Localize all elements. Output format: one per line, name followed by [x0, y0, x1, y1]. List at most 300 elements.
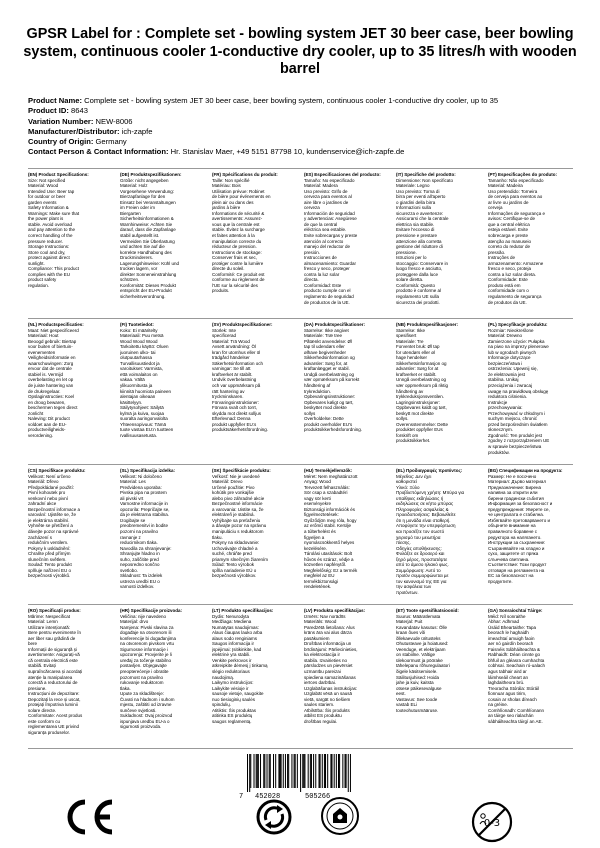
spec-line: sicherheitsverordnung. [120, 294, 166, 300]
spec-line: vær oppmerksom på riktig [396, 383, 449, 389]
spec-line: elektrinė yra stabili. [212, 652, 251, 658]
spec-line: Informazioni sulla [396, 205, 432, 211]
spec-line: Materijal: drvo [120, 619, 149, 625]
spec-line: presión. [304, 249, 321, 255]
spec-line: Förvaringsinstruktioner: [212, 399, 260, 405]
spec-block [396, 172, 476, 305]
spec-line: Säilytysohjeet: Säilytä [120, 405, 164, 411]
barcode-bar [339, 754, 340, 788]
spec-line: Material: Madeira [488, 183, 523, 189]
spec-line: voor buiten of biertuin- [28, 344, 73, 350]
spec-line: beschermen tegen direct [28, 405, 78, 411]
spec-line: ka elektrostacija ir [304, 652, 341, 658]
barcode-bar [313, 754, 314, 788]
info-value: Complete set - bowling system JET 30 beer case, beer bowling system, continuous cooler 1-conductive dry cooler, up to 35 [82, 96, 499, 105]
spec-line: Zgodność: Ten produkt jest [488, 432, 542, 438]
spec-line: отговаря на регламента на [488, 567, 545, 573]
spec-line: Opslaginstructies: Koel [28, 394, 75, 400]
spec-line: voldoet aan de EU- [28, 421, 67, 427]
spec-line: o giardini della birra [396, 199, 436, 205]
barcode-bar [345, 754, 346, 788]
spec-line: Materiaali: Puu metsä [120, 333, 164, 339]
spec-line: przeciążenia i zwracaj [488, 383, 533, 389]
spec-block [304, 608, 384, 724]
spec-line: trykkreduksjonsventilen. [396, 394, 445, 400]
barcode-bar [302, 754, 303, 788]
spec-line: avertissements: Assurez- [212, 216, 263, 222]
barcode-bar [319, 754, 320, 788]
spec-line: armazenamento: Armazene [488, 260, 544, 266]
spec-line: birra per eventi all'aperto [396, 194, 446, 200]
info-label: Product ID: [28, 106, 69, 116]
spec-line: alebo pivo záhradné akcie [212, 495, 265, 501]
spec-line: regulamento de segurança [488, 294, 542, 300]
spec-line: produktet oppfyller EUs [396, 427, 443, 433]
info-label: Country of Origin: [28, 137, 94, 147]
spec-line: cobhsaí. Seachain ró-ualach [488, 663, 546, 669]
spec-line: Instructions de stockage: [212, 249, 262, 255]
spec-line: stoccaggio: Conservare in [396, 260, 449, 266]
spec-block [120, 468, 200, 590]
spec-line: advarsler: Sørg for at [396, 366, 439, 372]
spec-line: prodotto è conforme al [396, 288, 442, 294]
spec-line: Pivska pipa na prostem [120, 490, 167, 496]
spec-line: Informations de sécurité & [212, 210, 265, 216]
spec-line: eléctrica sea estable. [304, 227, 347, 233]
spec-line: Súlad: Tento výrobok [212, 562, 254, 568]
spec-line: Vastavus: See toode [396, 696, 438, 702]
spec-line: Upute za skladištenje: [120, 691, 165, 697]
spec-line: kylmä ja kuiva, suojaa [120, 410, 165, 416]
barcode-bar [256, 754, 257, 788]
spec-line: kohútik pre vonkajšie [212, 490, 255, 496]
spec-line: tlaka. [120, 685, 131, 691]
spec-line: Čuvati na hladnom i suhom [120, 696, 175, 702]
spec-line: Bere pentru evenimente în [28, 630, 82, 636]
spec-line: stabilă. Evitați [28, 663, 56, 669]
spec-line: Conformidade: Este [488, 277, 528, 283]
spec-line: rendeletének. [304, 584, 332, 590]
barcode-bar [324, 754, 325, 788]
spec-line: Beoogd gebruik: Biertap [28, 338, 77, 344]
spec-line: Избягвайте претоварването и [488, 517, 551, 523]
spec-line: Avsett användning: Öl [212, 344, 256, 350]
spec-line: specificerad [212, 333, 237, 339]
barcode-bar [249, 754, 250, 792]
spec-line: kraftanlægget er stabil. [304, 366, 350, 372]
spec-line: Materiał: Drewno [488, 333, 523, 339]
spec-line: käsittelyyn. [120, 399, 143, 405]
spec-line: Győződjön meg róla, hogy [304, 517, 357, 523]
spec-line: atenção ao manuseio [488, 238, 532, 244]
spec-line: Przechowywać w chłodnym i [488, 410, 546, 416]
spec-line: atención al correcto [304, 238, 344, 244]
spec-line: schützen. [120, 277, 140, 283]
spec-line: õllekaevude üritusteks [396, 635, 441, 641]
barcode-bar [325, 754, 326, 788]
spec-line: fionnuar agus tirim, [488, 691, 527, 697]
spec-line: hűvös és száraz, védje a [304, 556, 354, 562]
spec-line: aer nó gairdín beorach [488, 641, 534, 647]
spec-line: Velikost: Není určeno [28, 473, 71, 479]
spec-heading: (IT) Specifiche del prodotto: [396, 172, 456, 177]
spec-line: Forventet bruk: Øl tap [396, 344, 440, 350]
spec-heading: (ES) Especificaciones del producto: [304, 172, 381, 177]
spec-line: vær opmærksom på korrekt [304, 377, 360, 383]
spec-line: priamym slnečným žiarením [212, 556, 269, 562]
spec-line: supraîncărcarea și acordați [28, 669, 83, 675]
spec-line: kraftverket är stabilt. [212, 371, 253, 377]
section-divider [28, 748, 573, 749]
spec-line: Turvallisuustiedot ja [120, 360, 160, 366]
spec-line: että voimalaitos on [120, 371, 158, 377]
spec-line: Materiale: Tre [396, 338, 424, 344]
spec-line: plein air ou dans des [212, 199, 254, 205]
spec-heading: (SL) Specifikacija izdelka: [120, 468, 176, 473]
spec-line: de cerveja para eventos ao [488, 194, 543, 200]
spec-line: Uso pretendido: Torneira [488, 188, 538, 194]
info-value: Germany [93, 137, 127, 147]
spec-line: Izogibajte se [120, 517, 146, 523]
spec-line: megfelel az EU [304, 573, 335, 579]
spec-line: Conserver frais et sec, [212, 255, 258, 261]
spec-line: Méret: Nem meghatározott [304, 473, 358, 479]
spec-line: че централата е стабилна. [488, 512, 544, 518]
spec-line: produktsäkerhetsförordning. [212, 427, 269, 433]
spec-line: directe du soleil. [212, 266, 245, 272]
spec-line: jardins à bière [212, 205, 241, 211]
spec-line: cosain ar sholas díreach [488, 696, 537, 702]
spec-line: Overensstemmelse: Dette [396, 421, 449, 427]
spec-block [304, 468, 384, 590]
spec-line: sigurnosti proizvoda. [120, 724, 162, 730]
spec-line: Warnings: Make sure that [28, 210, 80, 216]
spec-heading: (SV) Produktspecifikationer: [212, 322, 273, 327]
spec-line: drošības regulai. [304, 718, 338, 724]
spec-line: Información de seguridad [304, 210, 355, 216]
info-value: 8643 [68, 106, 88, 116]
spec-line: Drošības informācija un [304, 641, 352, 647]
spec-line: uređaj za točenje stabilno [120, 657, 172, 663]
spec-line: Určené použitie: Pivo [212, 484, 255, 490]
spec-line: de juiste hantering van [28, 383, 74, 389]
spec-line: splňuje nařízení EU o [28, 567, 72, 573]
spec-line: бирени градински събития [488, 495, 544, 501]
spec-block [212, 608, 292, 724]
spec-line: da je elektrarna stabilna. [120, 512, 170, 518]
spec-line: Conformitate: Acest produs [28, 713, 83, 719]
spec-line: Istruzioni per lo [396, 255, 427, 261]
spec-line: Material: Holz [120, 183, 148, 189]
spec-line: krāns āra vai alus dārza [304, 630, 352, 636]
spec-line: kraftverket er stabilt. [396, 371, 437, 377]
spec-line: Sukladnost: Ovaj proizvod [120, 713, 173, 719]
spec-heading: (EN) Product Specifications: [28, 172, 89, 177]
spec-line: Υλικό: Ξύλο [396, 484, 420, 490]
spec-line: cerveja [488, 205, 503, 211]
spec-line: trocken lagern, vor [120, 266, 158, 272]
spec-block [488, 322, 568, 455]
spec-line: υπαίθριες εκδηλώσεις ή [396, 495, 444, 501]
spec-line: brīdinājumi: Pārliecinieties, [304, 646, 358, 652]
barcode-bar [320, 754, 321, 788]
spec-line: καθοριστεί [396, 479, 417, 485]
spec-line: korrekte Handhabung des [120, 249, 172, 255]
spec-line: bezpečnosti výrobků. [28, 573, 71, 579]
spec-line: presiune. [28, 685, 47, 691]
spec-line: produktsikkerhet. [396, 438, 431, 444]
spec-line: zacházení s [28, 534, 53, 540]
spec-line: regulation. [28, 282, 50, 288]
spec-line: Atitiktis: Šis produktas [212, 707, 257, 713]
barcode-bar [281, 754, 282, 788]
spec-line: Soulad: Tento produkt [28, 562, 72, 568]
spec-line: Úsáid Bheartaithe: Tapa [488, 624, 536, 630]
spec-line: Storage Instructions: [28, 244, 70, 250]
spec-block [212, 322, 292, 433]
spec-line: de que la central [304, 221, 338, 227]
spec-line: kran för utomhus eller öl [212, 349, 261, 355]
spec-line: Lagerungshinweise: Kühl und [120, 260, 180, 266]
spec-block [120, 322, 200, 438]
spec-line: Bierzapfanlage für den [120, 194, 166, 200]
spec-line: pressure reducer. [28, 238, 64, 244]
spec-line: atenție la manipularea [28, 674, 73, 680]
spec-line: the power plant is [28, 216, 64, 222]
spec-line: przechowywania: [488, 405, 523, 411]
spec-line: reducirnikom tlaka. [120, 540, 158, 546]
spec-line: Sör csap a szabadtéri [304, 490, 348, 496]
spec-line: Navodila za shranjevanje: [120, 545, 172, 551]
spec-line: ar livre ou jardins de [488, 199, 529, 205]
spec-line: Chraňte před přímým [28, 551, 71, 557]
spec-line: solare diretta. [396, 277, 424, 283]
spec-line: laghdaitheora brú. [488, 680, 525, 686]
spec-line: Veiligheidsinformatie en [28, 355, 76, 361]
spec-line: slėgio reduktoriaus [212, 669, 250, 675]
spec-line: Size: Not specified [28, 177, 66, 183]
barcode-bar [257, 754, 258, 788]
spec-line: предупреждения: Уверете се, [488, 506, 550, 512]
spec-line: ali pivski vrt [120, 495, 144, 501]
spec-line: Påtænkt anvendelse: Øl [304, 338, 353, 344]
barcode-bar [348, 754, 349, 792]
section-divider [28, 168, 573, 169]
spec-line: Namjena: Pivski slavina za [120, 624, 174, 630]
spec-line: Overholdelse: Dette [304, 416, 344, 422]
spec-line: наливна за открити или [488, 490, 538, 496]
spec-line: slunečním světlem. [28, 556, 67, 562]
spec-line: manejo del reductor de [304, 244, 351, 250]
spec-heading: (NB) Produktspesifikasjoner: [396, 322, 459, 327]
spec-line: Undgå overbelastning og [304, 371, 355, 377]
spec-line: cerveza para eventos al [304, 194, 352, 200]
ce-mark-icon [60, 797, 118, 837]
spec-line: Conformité: Ce produit est [212, 271, 265, 277]
spec-line: naudojimą. [212, 674, 235, 680]
spec-line: Ábhar: Adhmad [488, 619, 520, 625]
spec-line: neposredno sončno [120, 562, 160, 568]
spec-line: productveiligheids- [28, 427, 66, 433]
spec-line: Předpokládané použití: [28, 484, 75, 490]
spec-line: Dimensione: Non specificato [396, 177, 454, 183]
spec-line: esteja estável. Evite [488, 227, 529, 233]
spec-line: avisos: Certifique-se de [488, 216, 536, 222]
barcode [239, 754, 359, 800]
spec-line: suoralta auringonvalolta [120, 416, 168, 422]
barcode-bar [311, 754, 312, 788]
spec-line: Conformità: Questo [396, 282, 436, 288]
info-value: NEW-8006 [93, 116, 133, 126]
spec-line: vakaa. Vältä [120, 377, 145, 383]
spec-heading: (NL) Productspecificaties: [28, 322, 84, 327]
spec-line: de produtos da UE. [488, 299, 527, 305]
spec-line: corectă a reductorului de [28, 680, 78, 686]
spec-line: solare directe. [28, 707, 57, 713]
spec-line: ότι η μονάδα είναι σταθερή. [396, 517, 451, 523]
spec-line: product safety [28, 277, 57, 283]
spec-heading: (SK) Špecifikácie produktu: [212, 468, 271, 473]
barcode-bar [269, 754, 270, 788]
spec-line: contra a luz solar direta. [488, 271, 537, 277]
barcode-bar [270, 754, 271, 788]
spec-line: on stabiilne. Vältige [396, 652, 436, 658]
spec-block [212, 468, 292, 579]
spec-line: und achten Sie auf die [120, 244, 165, 250]
spec-line: Προβλεπόμενη χρήση: Μπύρα για [396, 490, 465, 496]
spec-line: Materiale: Legno [396, 183, 430, 189]
spec-line: Materiaal: Hout [28, 333, 59, 339]
spec-line: Informații de siguranță și [28, 646, 78, 652]
section-divider [28, 464, 573, 465]
spec-line: Uso previsto: Grifo de [304, 188, 348, 194]
spec-line: contra la luz solar [304, 271, 340, 277]
spec-line: sollys [304, 410, 316, 416]
spec-line: Einsatz bei Veranstaltungen [120, 199, 176, 205]
spec-line: Efterlevnad: Denna [212, 416, 251, 422]
spec-line: sausoje vietoje, saugokite [212, 691, 264, 697]
spec-line: Zamierzone użycie: Pułapka [488, 338, 545, 344]
spec-line: sicurezza e avvertenze: [396, 210, 444, 216]
spec-line: juoruinen ulko- tai [120, 349, 156, 355]
spec-line: de productos de la UE. [304, 299, 350, 305]
spec-line: advarsler: Sørg for, at [304, 360, 348, 366]
spec-line: stabilna. Unikaj [488, 377, 519, 383]
barcode-bar [264, 754, 265, 788]
spec-line: слънчева светлина. [488, 556, 530, 562]
info-value: ich-zapfe [119, 126, 153, 136]
spec-line: προϊόντων. [396, 590, 419, 596]
spec-line: reglementarea UE privind [28, 724, 80, 730]
barcode-bar [283, 754, 284, 788]
spec-line: Konformität: Dieses Produkt [120, 282, 177, 288]
spec-line: almacenamiento: Guardar [304, 260, 357, 266]
barcode-bar [297, 754, 298, 788]
spec-line: beskytt mot direkte [396, 410, 434, 416]
spec-line: Instrukcje [488, 399, 508, 405]
spec-line: την ασφάλεια των [396, 584, 432, 590]
spec-line: zgodny z rozporządzeniem UE [488, 438, 550, 444]
spec-heading: (BG) Спецификации на продукта: [488, 468, 563, 473]
spec-line: sunčeve svjetlosti. [120, 707, 157, 713]
spec-line: Tárolási utasítások: Bolt [304, 551, 353, 557]
spec-line: Sicherheitsinformationen & [120, 216, 174, 222]
spec-line: Sikkerhetsinformasjon og [396, 360, 447, 366]
section-divider [28, 604, 573, 605]
spec-line: pressão. [488, 249, 506, 255]
spec-line: siguranța produselor. [28, 730, 71, 736]
spec-line: produktsikkerhedsforordning. [304, 427, 363, 433]
barcode-bar [260, 754, 261, 788]
spec-line: a dávajte pozor na správnu [212, 523, 267, 529]
spec-line: conforme au règlement de [212, 277, 265, 283]
spec-line: Maat: Niet gespecificeerd [28, 327, 79, 333]
spec-line: manipulation correcte du [212, 238, 262, 244]
spec-line: nyomáscsökkentő helyes [304, 540, 355, 546]
spec-line: de bière pour événements en [212, 194, 271, 200]
spec-line: ylikuormitusta ja [120, 383, 153, 389]
spec-line: bezpieczeństwa i [488, 360, 523, 366]
spec-line: редуктора на налягането. [488, 534, 542, 540]
spec-line: Rozmiar: Nieokreślone [488, 327, 534, 333]
spec-line: atkreipkite dėmesį į tinkamą [212, 663, 268, 669]
spec-line: događaje na otvorenom ili [120, 630, 172, 636]
spec-line: varování: Ujistěte se, že [28, 512, 77, 518]
spec-line: Material: Lemn [28, 619, 58, 625]
spec-line: Saugos informacija ir [212, 641, 255, 647]
barcode-right-digits: 505266 [305, 793, 331, 801]
spec-line: χειρισμό του μειωτήρα [396, 534, 441, 540]
barcode-bar [327, 754, 328, 788]
spec-line: rukovanje reduktorom [120, 680, 164, 686]
spec-line: Vyhýbajte sa preťaženiu [212, 517, 261, 523]
spec-line: ervoor dat de centrale [28, 366, 72, 372]
spec-line: Съответствие: Този продукт [488, 562, 547, 568]
spec-line: Venkite perkrovos ir [212, 657, 252, 663]
spec-line: Размер: Не е посочено [488, 473, 537, 479]
spec-line: l'UE sur la sécurité des [212, 282, 258, 288]
spec-heading: (LV) Produkta specifikācijas: [304, 608, 366, 613]
spec-line: Veenduge, et elektrijaam [396, 646, 446, 652]
barcode-bar [294, 754, 295, 788]
spec-heading: (HR) Specifikacije proizvoda: [120, 608, 183, 613]
spec-line: proteggere dalla luce [396, 271, 439, 277]
spec-line: εκδηλώσεις σε κήπο μπύρας [396, 501, 454, 507]
spec-line: direkter Sonneneinstrahlung [120, 271, 177, 277]
spec-line: spindulių. [212, 702, 232, 708]
spec-line: Skladnost: Ta izdelek [120, 573, 163, 579]
spec-line: figyelmeztetések: [304, 512, 339, 518]
spec-line: Συμμόρφωση: Αυτό το [396, 567, 441, 573]
spec-line: y advertencias: Asegúrese [304, 216, 357, 222]
spec-line: Vyhněte se přetížení a [28, 523, 73, 529]
spec-line: uzmanību pareizai [304, 669, 341, 675]
spec-line: Conformidad: Este [304, 282, 342, 288]
spec-line: Biztonsági információk és [304, 506, 356, 512]
spec-line: varnosti izdelkov. [120, 584, 155, 590]
spec-line: svetlobo. [120, 567, 139, 573]
spec-line: Πληροφορίες ασφαλείας & [396, 506, 449, 512]
info-value: Hr. Stanislav Maer, +49 5151 87798 10, kundenservice@ich-zapfe.de [168, 147, 405, 157]
spec-line: agus tabhair aird ar [488, 669, 527, 675]
spec-line: de drukregelaar. [28, 388, 61, 394]
spec-line: spesifisert [396, 333, 417, 339]
spec-line: fresco y seco, proteger [304, 266, 350, 272]
info-label: Contact Person & Contact Information: [28, 147, 169, 157]
spec-line: protect against direct [28, 255, 70, 261]
spec-line: elektráreň je stabilná. [212, 512, 255, 518]
spec-line: ülekoormust ja pöörake [396, 657, 443, 663]
